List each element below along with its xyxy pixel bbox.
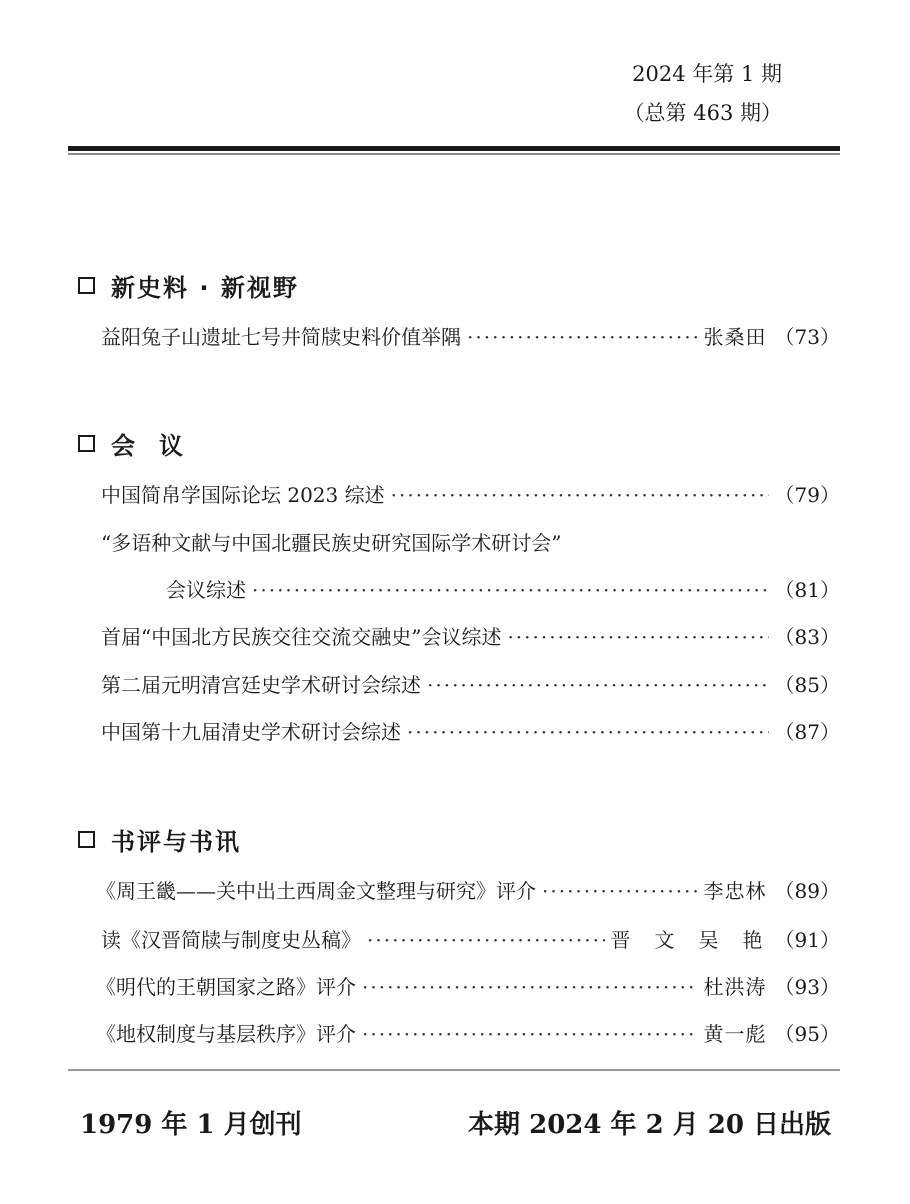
dot-leader: [467, 323, 698, 351]
toc-entry[interactable]: [101, 529, 840, 557]
dot-leader: [391, 481, 769, 509]
section-title: 新史料 · 新视野: [111, 274, 299, 302]
toc-entry-title: 第二届元明清宫廷史学术研讨会综述: [101, 673, 421, 697]
toc-entry-page: （89）: [774, 879, 840, 903]
toc-entry-title: 首届“中国北方民族交往交流交融史”会议综述: [101, 625, 502, 649]
toc-entry-page: （73）: [774, 325, 840, 349]
toc-entry-author: 黄一彪: [703, 1022, 767, 1046]
header-divider-thin: [68, 153, 840, 155]
total-issue-number: （总第 463 期）: [623, 101, 782, 125]
toc-entry-page: （85）: [774, 673, 840, 697]
toc-entry[interactable]: [101, 623, 840, 651]
toc-entry-author: 杜洪涛: [703, 975, 767, 999]
section-heading-new-materials: [78, 268, 299, 303]
dot-leader: [427, 671, 769, 699]
dot-leader: [362, 1020, 698, 1048]
toc-entry-title: 读《汉晋简牍与制度史丛稿》: [101, 928, 361, 952]
dot-leader: [252, 576, 769, 604]
founding-date: 1979 年 1 月创刊: [80, 1110, 302, 1140]
square-bullet-icon: [78, 435, 95, 452]
toc-entry[interactable]: [101, 926, 840, 954]
toc-entry[interactable]: [96, 1020, 840, 1048]
header-divider-thick: [68, 146, 840, 151]
toc-entry-page: （81）: [774, 578, 840, 602]
section-heading-book-reviews: [78, 822, 241, 857]
toc-entry-page: （95）: [774, 1022, 840, 1046]
section-title: 书评与书讯: [111, 828, 241, 856]
dot-leader: [367, 926, 605, 954]
dot-leader: [507, 623, 768, 651]
toc-entry[interactable]: [101, 718, 840, 746]
toc-entry[interactable]: [101, 323, 840, 351]
square-bullet-icon: [78, 277, 95, 294]
publication-date: 本期 2024 年 2 月 20 日出版: [468, 1110, 831, 1140]
section-heading-conferences: [78, 426, 207, 461]
dot-leader: [407, 718, 769, 746]
toc-entry-page: （91）: [774, 928, 840, 952]
toc-entry[interactable]: [101, 671, 840, 699]
toc-entry[interactable]: [96, 877, 840, 905]
toc-entry[interactable]: [96, 973, 840, 1001]
toc-entry-page: （83）: [774, 625, 840, 649]
toc-entry-title: 《周王畿——关中出土西周金文整理与研究》评介: [96, 879, 536, 903]
toc-entry-author: 晋文吴艳: [610, 928, 787, 952]
toc-entry-title: 中国简帛学国际论坛 2023 综述: [101, 483, 385, 507]
toc-entry-title: 《明代的王朝国家之路》评介: [96, 975, 356, 999]
toc-entry-continuation[interactable]: [166, 576, 840, 604]
toc-entry[interactable]: [101, 481, 840, 509]
toc-entry-title: 益阳兔子山遗址七号井简牍史料价值举隅: [101, 325, 461, 349]
toc-entry-page: （79）: [774, 483, 840, 507]
section-title: 会议: [111, 432, 207, 460]
issue-number: 2024 年第 1 期: [632, 62, 782, 86]
footer-divider: [68, 1069, 840, 1071]
dot-leader: [542, 877, 698, 905]
toc-entry-title-continuation: 会议综述: [166, 578, 246, 602]
toc-entry-page: （93）: [774, 975, 840, 999]
toc-entry-title: 中国第十九届清史学术研讨会综述: [101, 720, 401, 744]
toc-entry-title: “多语种文献与中国北疆民族史研究国际学术研讨会”: [101, 531, 562, 555]
toc-entry-author: 张桑田: [703, 325, 767, 349]
square-bullet-icon: [78, 831, 95, 848]
toc-entry-author: 李忠林: [703, 879, 767, 903]
toc-entry-title: 《地权制度与基层秩序》评介: [96, 1022, 356, 1046]
toc-entry-page: （87）: [774, 720, 840, 744]
dot-leader: [362, 973, 698, 1001]
